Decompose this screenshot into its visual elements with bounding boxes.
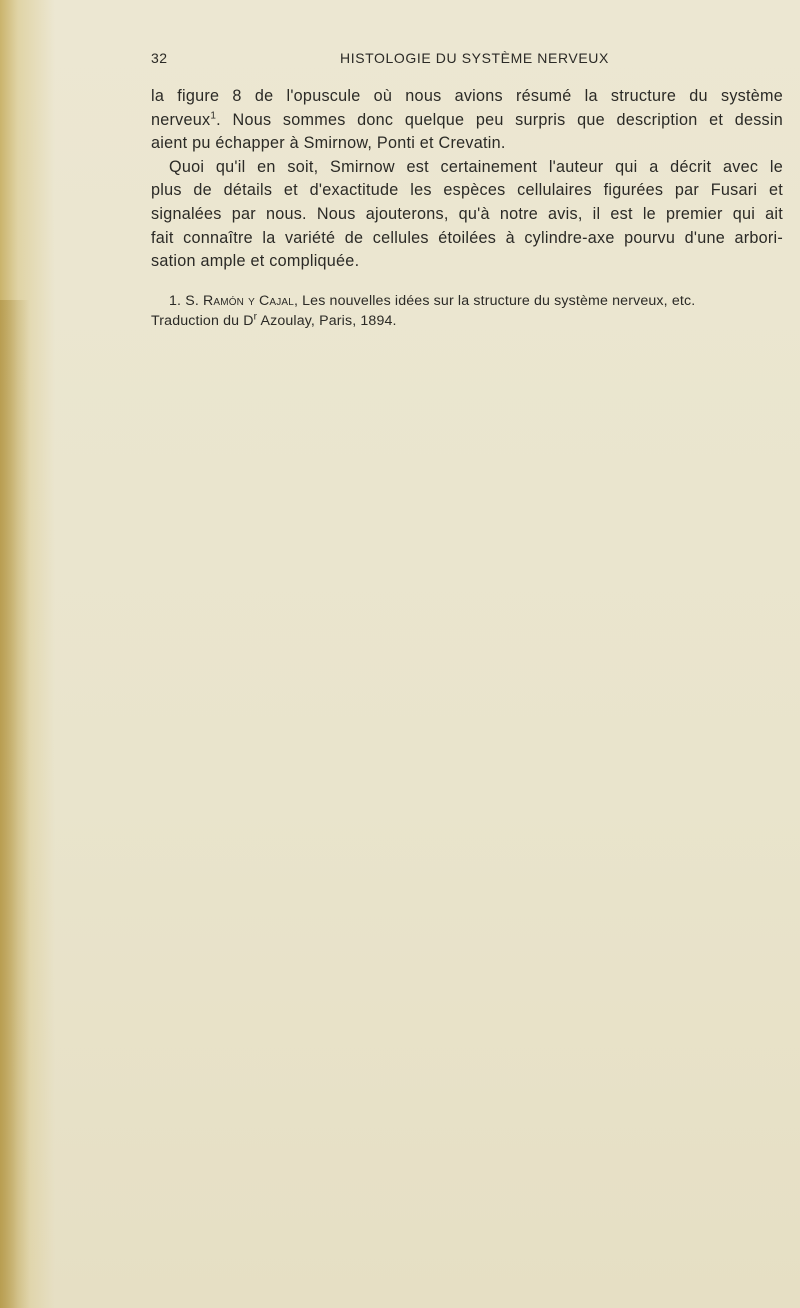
footnote-superscript: r <box>253 311 258 323</box>
text-line: la figure 8 de l'opuscule où nous avions résumé la structure du système <box>151 87 783 105</box>
footnote <box>151 291 783 331</box>
footnote-reference: 1 <box>210 110 217 122</box>
text-fragment: . Nous sommes donc quelque peu surpris que description et dessin <box>216 110 783 129</box>
body-text <box>151 85 783 274</box>
text-line: Quoi qu'il en soit, Smirnow est certainement l'auteur qui a décrit avec le <box>169 157 783 176</box>
text-line: signalées par nous. Nous ajouterons, qu'à notre avis, il est le premier qui ait <box>151 204 783 223</box>
footnote-line <box>151 291 783 311</box>
footnote-text: Traduction du D <box>151 313 254 329</box>
text-line: sation ample et compliquée. <box>151 252 360 271</box>
text-line: aient pu échapper à Smirnow, Ponti et Crevatin. <box>151 134 506 153</box>
paragraph-2 <box>151 156 783 274</box>
text-line <box>151 109 783 133</box>
page-number: 32 <box>151 50 168 66</box>
running-title: HISTOLOGIE DU SYSTÈME NERVEUX <box>340 50 609 66</box>
footnote-text: Azoulay, Paris, 1894. <box>257 313 397 329</box>
page-header <box>0 50 800 72</box>
footnote-number: 1. <box>169 293 182 309</box>
footnote-text: , Les nouvelles idées sur la structure du système nerveux, etc. <box>293 293 696 309</box>
text-fragment: nerveux <box>151 110 211 129</box>
paragraph-1 <box>151 85 783 156</box>
text-line: plus de détails et d'exactitude les espèces cellulaires figurées par Fusari et <box>151 181 783 200</box>
footnote-line <box>151 311 783 331</box>
page-edge-stain <box>0 300 30 1308</box>
footnote-author: S. Ramón y Cajal <box>185 293 294 309</box>
text-line: fait connaître la variété de cellules étoilées à cylindre-axe pourvu d'une arbori- <box>151 228 783 247</box>
